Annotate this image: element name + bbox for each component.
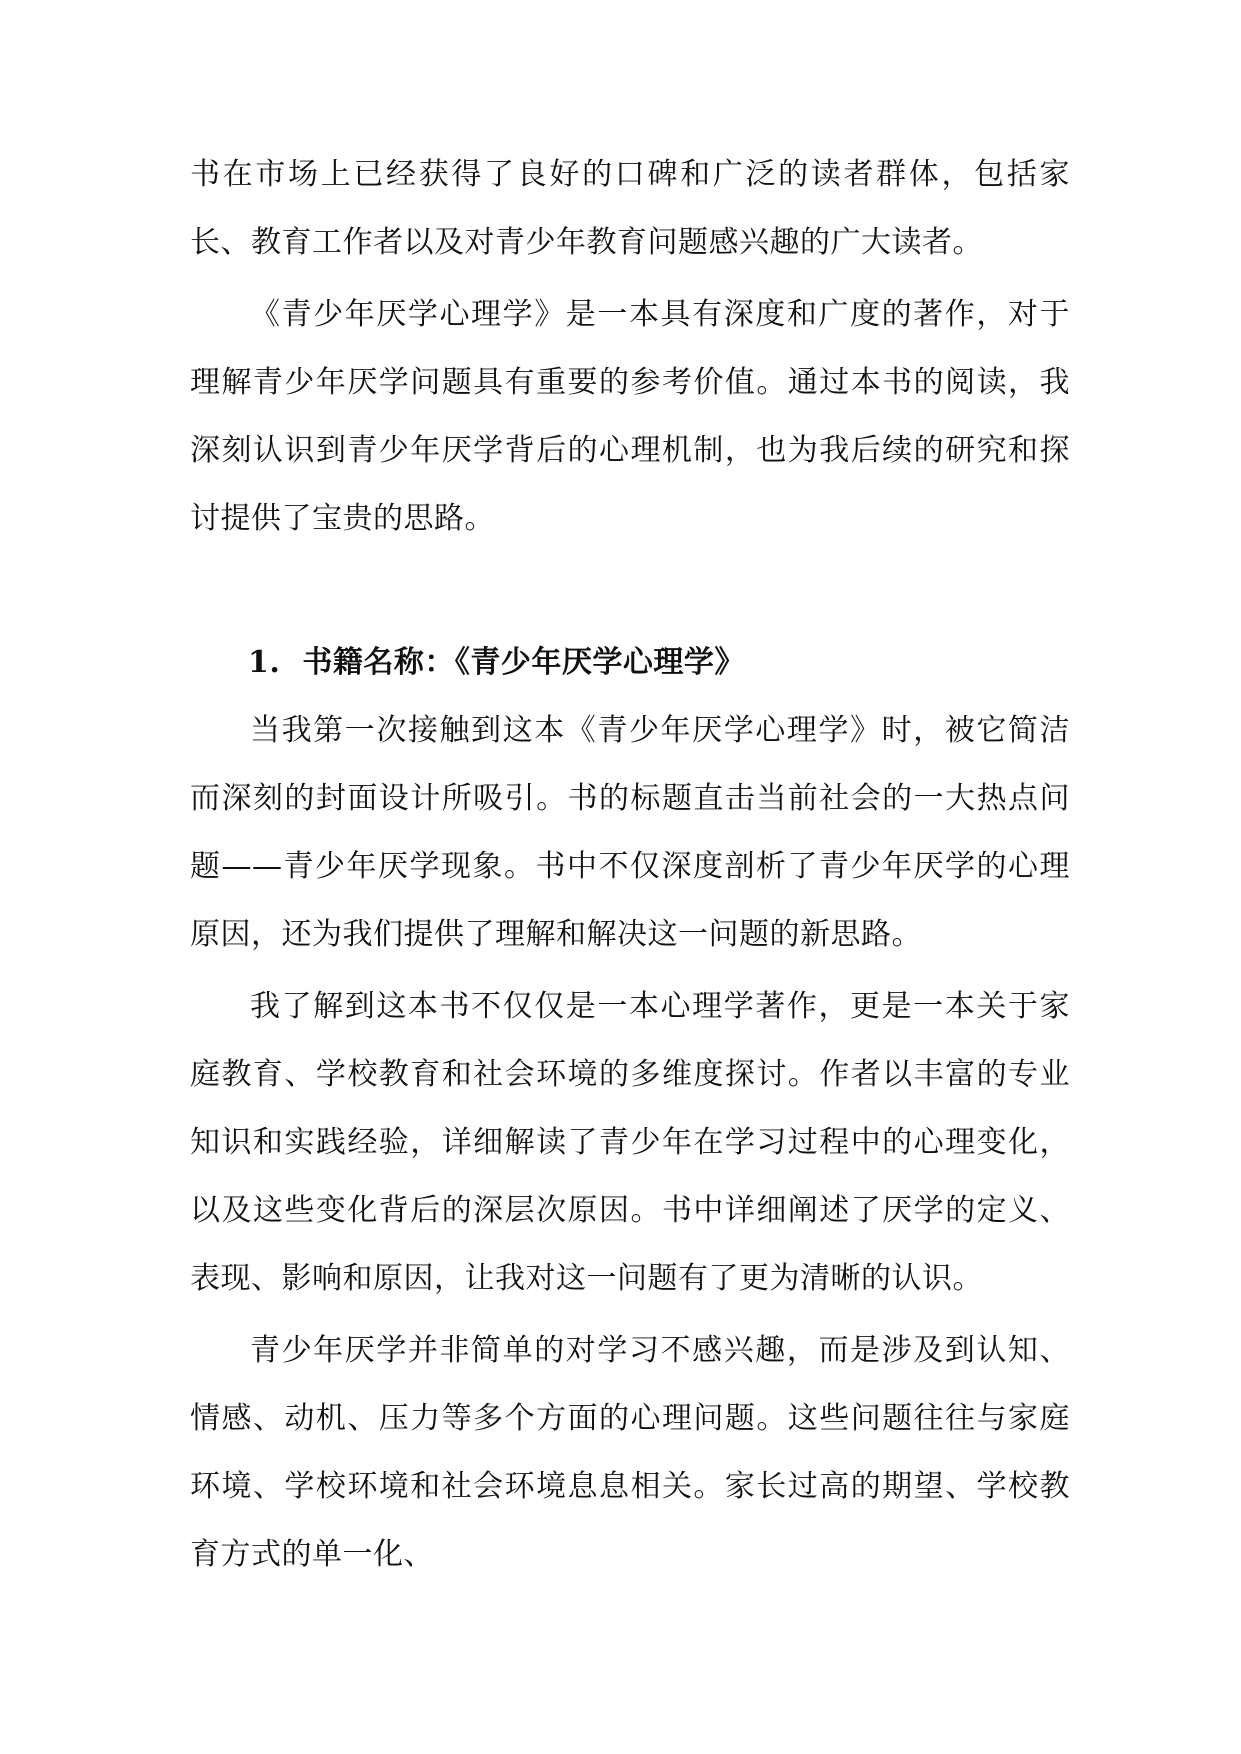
paragraph-book-overview: 我了解到这本书不仅仅是一本心理学著作，更是一本关于家庭教育、学校教育和社会环境的多维度探讨。作者以丰富的专业知识和实践经验，详细解读了青少年在学习过程中的心理变化，以及这些变化背后的深层次原因。书中详细阐述了厌学的定义、表现、影响和原因，让我对这一问题有了更为清晰的认识。 xyxy=(190,989,1070,1296)
section-heading xyxy=(248,629,745,697)
paragraph-summary: 《青少年厌学心理学》是一本具有深度和广度的著作，对于理解青少年厌学问题具有重要的参考价值。通过本书的阅读，我深刻认识到青少年厌学背后的心理机制，也为我后续的研究和探讨提供了宝贵的思路。 xyxy=(190,297,1070,536)
heading-text: 书籍名称：《青少年厌学心理学》 xyxy=(302,645,745,680)
paragraph-causes: 青少年厌学并非简单的对学习不感兴趣，而是涉及到认知、情感、动机、压力等多个方面的心理问题。这些问题往往与家庭环境、学校环境和社会环境息息相关。家长过高的期望、学校教育方式的单一化、 xyxy=(190,1333,1070,1572)
heading-number: 1. xyxy=(248,645,281,680)
top-text-section xyxy=(190,141,1070,553)
paragraph-first-impression: 当我第一次接触到这本《青少年厌学心理学》时，被它简洁而深刻的封面设计所吸引。书的标题直击当前社会的一大热点问题——青少年厌学现象。书中不仅深度剖析了青少年厌学的心理原因，还为我们提供了理解和解决这一问题的新思路。 xyxy=(190,713,1070,952)
paragraph-continued: 书在市场上已经获得了良好的口碑和广泛的读者群体，包括家长、教育工作者以及对青少年教育问题感兴趣的广大读者。 xyxy=(190,157,1070,260)
bottom-text-section xyxy=(190,697,1070,1589)
